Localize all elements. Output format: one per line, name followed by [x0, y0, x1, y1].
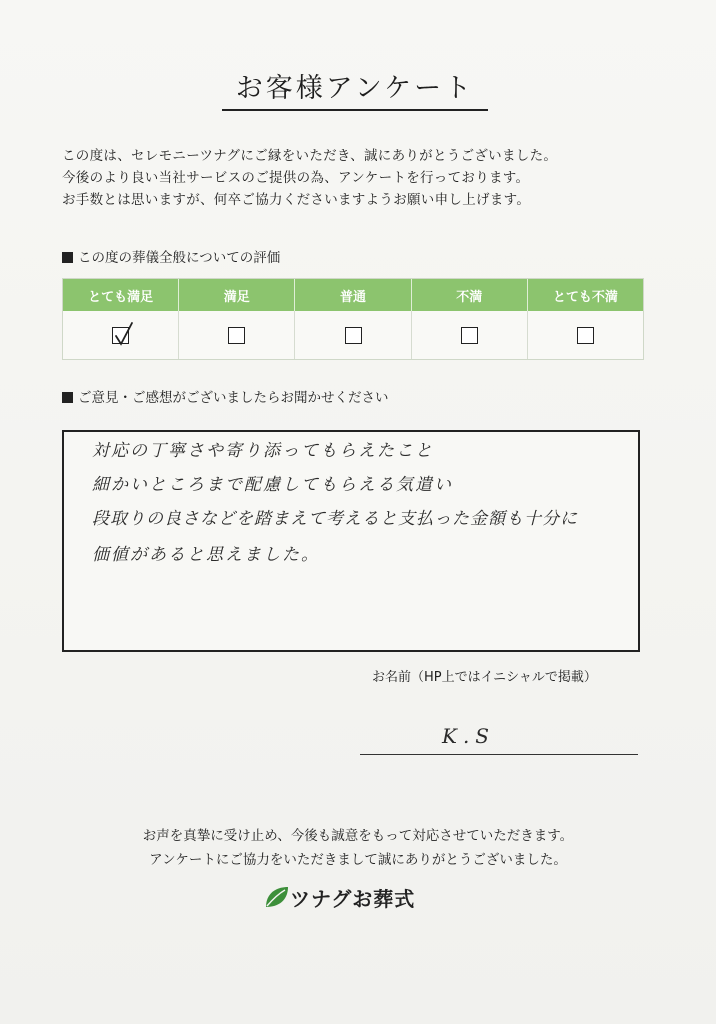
rating-checkbox-row [63, 311, 643, 359]
name-underline [360, 754, 638, 755]
rating-cell [528, 311, 643, 359]
rating-option-label: とても不満 [552, 289, 618, 305]
handwritten-line: 価値があると思えました。 [92, 545, 320, 565]
comment-heading [62, 386, 389, 406]
closing-line: お声を真摯に受け止め、今後も誠意をもって対応させていただきます。 [142, 828, 574, 844]
comment-heading-text: ご意見・ご感想がございましたらお聞かせください [78, 390, 389, 406]
intro-line: 今後のより良い当社サービスのご提供の為、アンケートを行っております。 [62, 170, 530, 186]
rating-heading [62, 246, 280, 266]
rating-checkbox-satisfied[interactable] [228, 327, 245, 344]
rating-option-label: 満足 [179, 279, 295, 311]
intro-text [62, 145, 557, 211]
comment-box[interactable] [62, 430, 640, 652]
name-label: お名前（HP上ではイニシャルで掲載） [372, 670, 597, 685]
rating-cell [295, 311, 411, 359]
handwritten-line: 細かいところまで配慮してもらえる気遣い [92, 475, 453, 495]
logo-text: ツナグお葬式 [290, 886, 416, 911]
rating-cell [63, 311, 179, 359]
name-value: K.S [442, 724, 495, 748]
rating-option-label: とても満足 [63, 279, 179, 311]
rating-cell [412, 311, 528, 359]
rating-cell [179, 311, 295, 359]
rating-checkbox-neutral[interactable] [345, 327, 362, 344]
square-bullet-icon [62, 392, 73, 403]
leaf-icon [264, 885, 290, 909]
checkmark-icon [113, 321, 135, 347]
company-logo [264, 882, 415, 912]
intro-line: お手数とは思いますが、何卒ご協力くださいますようお願い申し上げます。 [62, 192, 531, 208]
rating-header-row [63, 279, 643, 311]
closing-text [0, 824, 716, 872]
rating-option-label: 普通 [295, 279, 411, 311]
rating-checkbox-very-dissatisfied[interactable] [577, 327, 594, 344]
page-title: お客様アンケート [222, 66, 488, 111]
closing-line: アンケートにご協力をいただきまして誠にありがとうございました。 [149, 852, 567, 868]
rating-table [62, 278, 644, 360]
rating-checkbox-dissatisfied[interactable] [461, 327, 478, 344]
square-bullet-icon [62, 252, 73, 263]
rating-option-label: 不満 [412, 279, 528, 311]
intro-line: この度は、セレモニーツナグにご縁をいただき、誠にありがとうございました。 [62, 148, 558, 164]
handwritten-line: 段取りの良さなどを踏まえて考えると支払った金額も十分に [92, 509, 578, 529]
handwritten-line: 対応の丁寧さや寄り添ってもらえたこと [92, 441, 434, 461]
rating-heading-text: この度の葬儀全般についての評価 [78, 250, 281, 266]
